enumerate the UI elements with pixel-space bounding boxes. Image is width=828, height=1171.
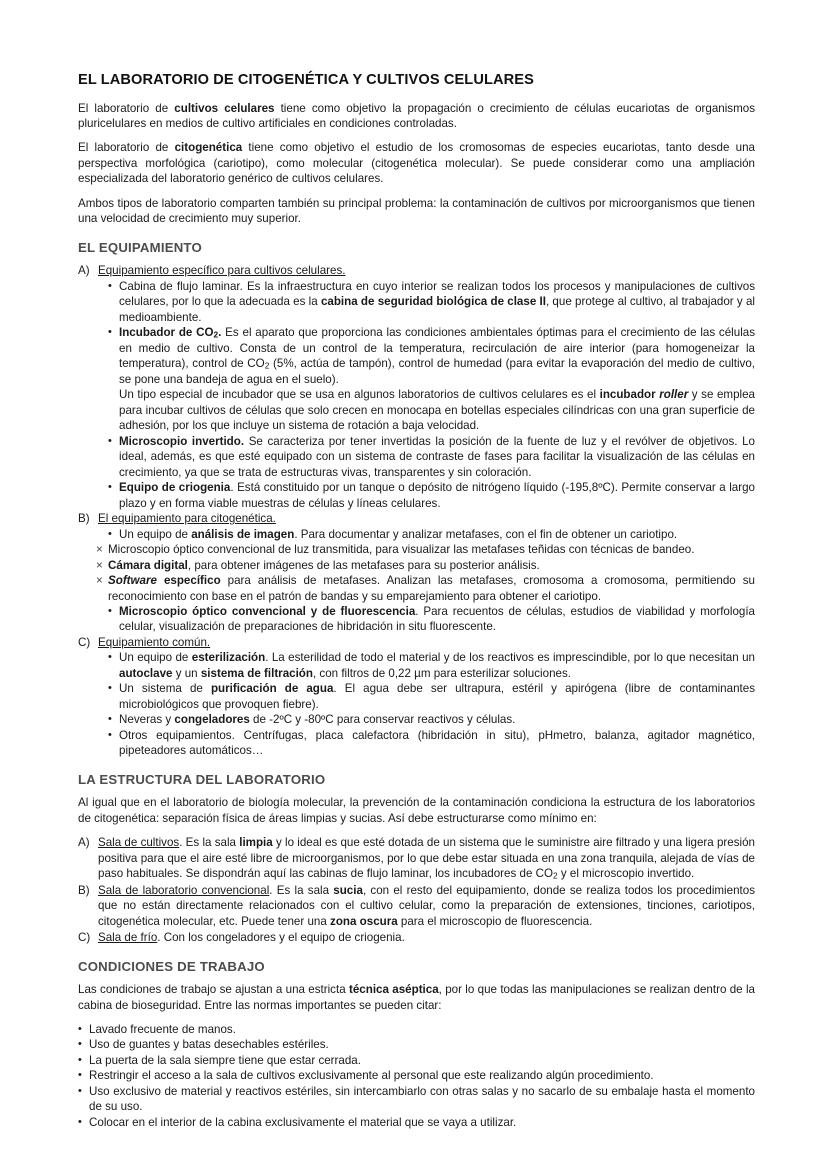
list-item-text: Un equipo de esterilización. La esterilidad de todo el material y de los reactivos es imprescindible, por lo que necesitan un autoclave y un sistema de filtración, con filtros de 0,22 µm para esterilizar soluciones. — [119, 651, 755, 680]
list-item-text: Un sistema de purificación de agua. El agua debe ser ultrapura, estéril y apirógena (libre de contaminantes microbiológicos que provoquen fiebre). — [119, 682, 755, 711]
estructura-item-c-text: Sala de frío. Con los congeladores y el equipo de criogenia. — [98, 931, 405, 945]
list-item — [108, 527, 755, 542]
list-item — [108, 279, 755, 325]
list-item — [108, 650, 755, 681]
list-item — [108, 681, 755, 712]
group-a-header — [78, 263, 755, 278]
sub-list-item — [96, 558, 755, 573]
group-b-title: El equipamiento para citogenética. — [98, 512, 276, 526]
list-item-text: Neveras y congeladores de -2ºC y -80ºC para conservar reactivos y células. — [119, 713, 516, 727]
group-c-header — [78, 635, 755, 650]
bullet-dot-icon: • — [108, 481, 112, 494]
bullet-dot-icon: • — [78, 1053, 82, 1066]
bullet-dot-icon: • — [78, 1115, 82, 1128]
page-title: EL LABORATORIO DE CITOGENÉTICA Y CULTIVOS CELULARES — [78, 72, 534, 88]
group-b-marker: B) — [78, 512, 90, 526]
list-item-text: Restringir el acceso a la sala de cultivos exclusivamente al personal que este realizando algún procedimiento. — [89, 1069, 654, 1083]
estructura-item-b-marker: B) — [78, 883, 90, 897]
group-b-header — [78, 511, 755, 526]
intro-paragraph-2: El laboratorio de citogenética tiene como objetivo el estudio de los cromosomas de especies eucariotas, tanto desde una perspectiva morfológica (cariotipo), como molecular (citogenética molecular). Se puede considerar como una ampliación especializada del laboratorio genérico de cultivos celulares. — [78, 141, 755, 186]
group-a-title: Equipamiento específico para cultivos celulares. — [98, 264, 346, 278]
section-heading-condiciones: CONDICIONES DE TRABAJO — [78, 958, 265, 974]
list-item-text: Uso exclusivo de material y reactivos estériles, sin intercambiarlo con otras salas y no sacarlo de su embalaje hasta el momento de su uso. — [89, 1084, 755, 1114]
list-item-text: Microscopio óptico convencional y de fluorescencia. Para recuentos de células, estudios de viabilidad y morfología celular, visualización de preparaciones de hibridación in situ fluorescente. — [119, 604, 756, 634]
list-item-text: Equipo de criogenia. Está constituido por un tanque o depósito de nitrógeno líquido (-195,8ºC). Permite conservar a largo plazo y en forma viable muestras de células y líneas celulares. — [119, 481, 755, 510]
bullet-dot-icon: • — [108, 713, 112, 726]
estructura-intro: Al igual que en el laboratorio de biología molecular, la prevención de la contaminación condiciona la estructura de los laboratorios de citogenética: separación física de áreas limpias y sucias. Así debe estructurarse como mínimo en: — [78, 796, 755, 825]
list-item — [108, 434, 755, 480]
estructura-item-a — [78, 835, 755, 882]
group-c-list — [108, 650, 755, 758]
sub-list-item-text: Cámara digital, para obtener imágenes de las metafases para su posterior análisis. — [108, 558, 540, 572]
list-item-text: Un equipo de análisis de imagen. Para documentar y analizar metafases, con el fin de obtener un cariotipo. — [119, 527, 678, 541]
bullet-cross-icon: × — [96, 574, 103, 588]
bullet-dot-icon: • — [108, 682, 112, 695]
list-item-text: Cabina de flujo laminar. Es la infraestructura en cuyo interior se realizan todos los procesos y manipulaciones de cultivos celulares, por lo que la adecuada es la cabina de seguridad biológica de clase II, que protege al cultivo, al trabajador y al medioambiente. — [119, 279, 755, 324]
list-item-text: Colocar en el interior de la cabina exclusivamente el material que se vaya a utilizar. — [89, 1115, 517, 1129]
bullet-dot-icon: • — [78, 1038, 82, 1051]
intro-paragraph-1: El laboratorio de cultivos celulares tiene como objetivo la propagación o crecimiento de células eucariotas de organismos pluricelulares en medios de cultivo artificiales en condiciones controladas. — [78, 101, 755, 130]
list-item — [78, 1115, 755, 1130]
bullet-dot-icon: • — [78, 1084, 82, 1097]
bullet-dot-icon: • — [108, 279, 112, 292]
bullet-dot-icon: • — [108, 434, 112, 447]
list-item — [78, 1022, 755, 1037]
bullet-dot-icon: • — [78, 1069, 82, 1082]
list-item — [108, 712, 755, 727]
group-a-list — [108, 279, 755, 511]
estructura-item-c — [78, 930, 755, 945]
condiciones-intro: Las condiciones de trabajo se ajustan a una estricta técnica aséptica, por lo que todas las manipulaciones se realizan dentro de la cabina de bioseguridad. Entre las normas importantes se pueden citar: — [78, 983, 755, 1012]
group-a-marker: A) — [78, 264, 90, 278]
list-item — [78, 1068, 755, 1083]
list-item-text: Otros equipamientos. Centrífugas, placa calefactora (hibridación in situ), pHmetro, balanza, agitador magnético, pipeteadores automáticos… — [119, 728, 755, 758]
list-item — [78, 1053, 755, 1068]
list-item-text: Uso de guantes y batas desechables estériles. — [89, 1038, 329, 1052]
estructura-item-b-text: Sala de laboratorio convencional. Es la sala sucia, con el resto del equipamiento, donde se realiza todos los procedimientos que no están directamente relacionados con el cultivo celular, como la preparación de extensiones, tinciones, cariotipos, citogenética molecular, etc. Puede tener una zona oscura para el microscopio de fluorescencia. — [98, 883, 755, 928]
estructura-item-c-marker: C) — [78, 931, 91, 945]
bullet-dot-icon: • — [108, 527, 112, 540]
list-item-text: Incubador de $CO_2$. Es el aparato que proporciona las condiciones ambientales óptimas para el crecimiento de las células en medio de cultivo. Consta de un control de la temperatura, recirculación de aire interior (para homogeneizar la temperatura), control de $CO_2$ (5%, actúa de tampón), control de humedad (para evitar la evaporación del medio de cultivo, se pone una bandeja de agua en el suelo). — [119, 326, 756, 386]
bullet-cross-icon: × — [96, 558, 103, 572]
list-item-text: Un tipo especial de incubador que se usa en algunos laboratorios de cultivos celulares es el incubador roller y se emplea para incubar cultivos de células que solo crecen en monocapa en botellas especiales cilíndricas con una gran superficie de adhesión, por los que incluye un sistema de rotación a baja velocidad. — [119, 388, 755, 433]
sub-list-item — [96, 542, 755, 557]
list-item-text: La puerta de la sala siempre tiene que estar cerrada. — [89, 1053, 361, 1067]
group-c-marker: C) — [78, 635, 91, 649]
bullet-dot-icon: • — [108, 728, 112, 741]
group-b-list — [108, 527, 755, 542]
estructura-item-a-text: Sala de cultivos. Es la sala limpia y lo ideal es que esté dotada de un sistema que le suministre aire filtrado y una ligera presión positiva para que el aire esté libre de microorganismos, por lo que debe estar situada en una zona tranquila, alejada de vías de paso habituales. Se dispondrán aquí las cabinas de flujo laminar, los incubadores de $CO_2$ y el microscopio invertido. — [98, 836, 755, 881]
list-item — [78, 1037, 755, 1052]
list-item-text: Microscopio invertido. Se caracteriza por tener invertidas la posición de la fuente de luz y el revólver de objetivos. Lo ideal, además, es que esté equipado con un sistema de contraste de fases para facilitar la visualización de las células en crecimiento, ya que se trata de estructuras vivas, transparentes y sin coloración. — [119, 434, 755, 479]
estructura-item-b — [78, 883, 755, 929]
list-item — [78, 1084, 755, 1115]
group-c-title: Equipamiento común. — [98, 635, 211, 649]
condiciones-list — [78, 1022, 755, 1130]
list-item — [108, 604, 755, 635]
estructura-item-a-marker: A) — [78, 836, 90, 850]
sub-list-item — [96, 573, 755, 604]
sub-list-item-text: Microscopio óptico convencional de luz transmitida, para visualizar las metafases teñidas con técnicas de bandeo. — [108, 543, 695, 557]
list-item — [108, 325, 755, 387]
bullet-dot-icon: • — [108, 604, 112, 617]
bullet-dot-icon: • — [78, 1023, 82, 1035]
section-heading-estructura: LA ESTRUCTURA DEL LABORATORIO — [78, 771, 326, 787]
list-item — [108, 480, 755, 511]
bullet-spacer — [108, 387, 119, 433]
list-item-text: Lavado frecuente de manos. — [89, 1023, 236, 1036]
section-heading-equipamiento: EL EQUIPAMIENTO — [78, 239, 202, 255]
bullet-dot-icon: • — [108, 326, 112, 339]
bullet-cross-icon: × — [96, 543, 103, 557]
sub-list-item-text: Software específico para análisis de metafases. Analizan las metafases, cromosoma a cromosoma, permitiendo su reconocimiento con base en el patrón de bandas y su emparejamiento para obtener el cariotipo. — [108, 574, 755, 603]
group-b-sublist — [96, 542, 755, 604]
list-item — [108, 728, 755, 759]
bullet-dot-icon: • — [108, 651, 112, 664]
list-item-continuation — [108, 387, 755, 433]
intro-paragraph-3: Ambos tipos de laboratorio comparten también su principal problema: la contaminación de cultivos por microorganismos que tienen una velocidad de crecimiento muy superior. — [78, 196, 755, 226]
group-b-list-2 — [108, 604, 755, 635]
